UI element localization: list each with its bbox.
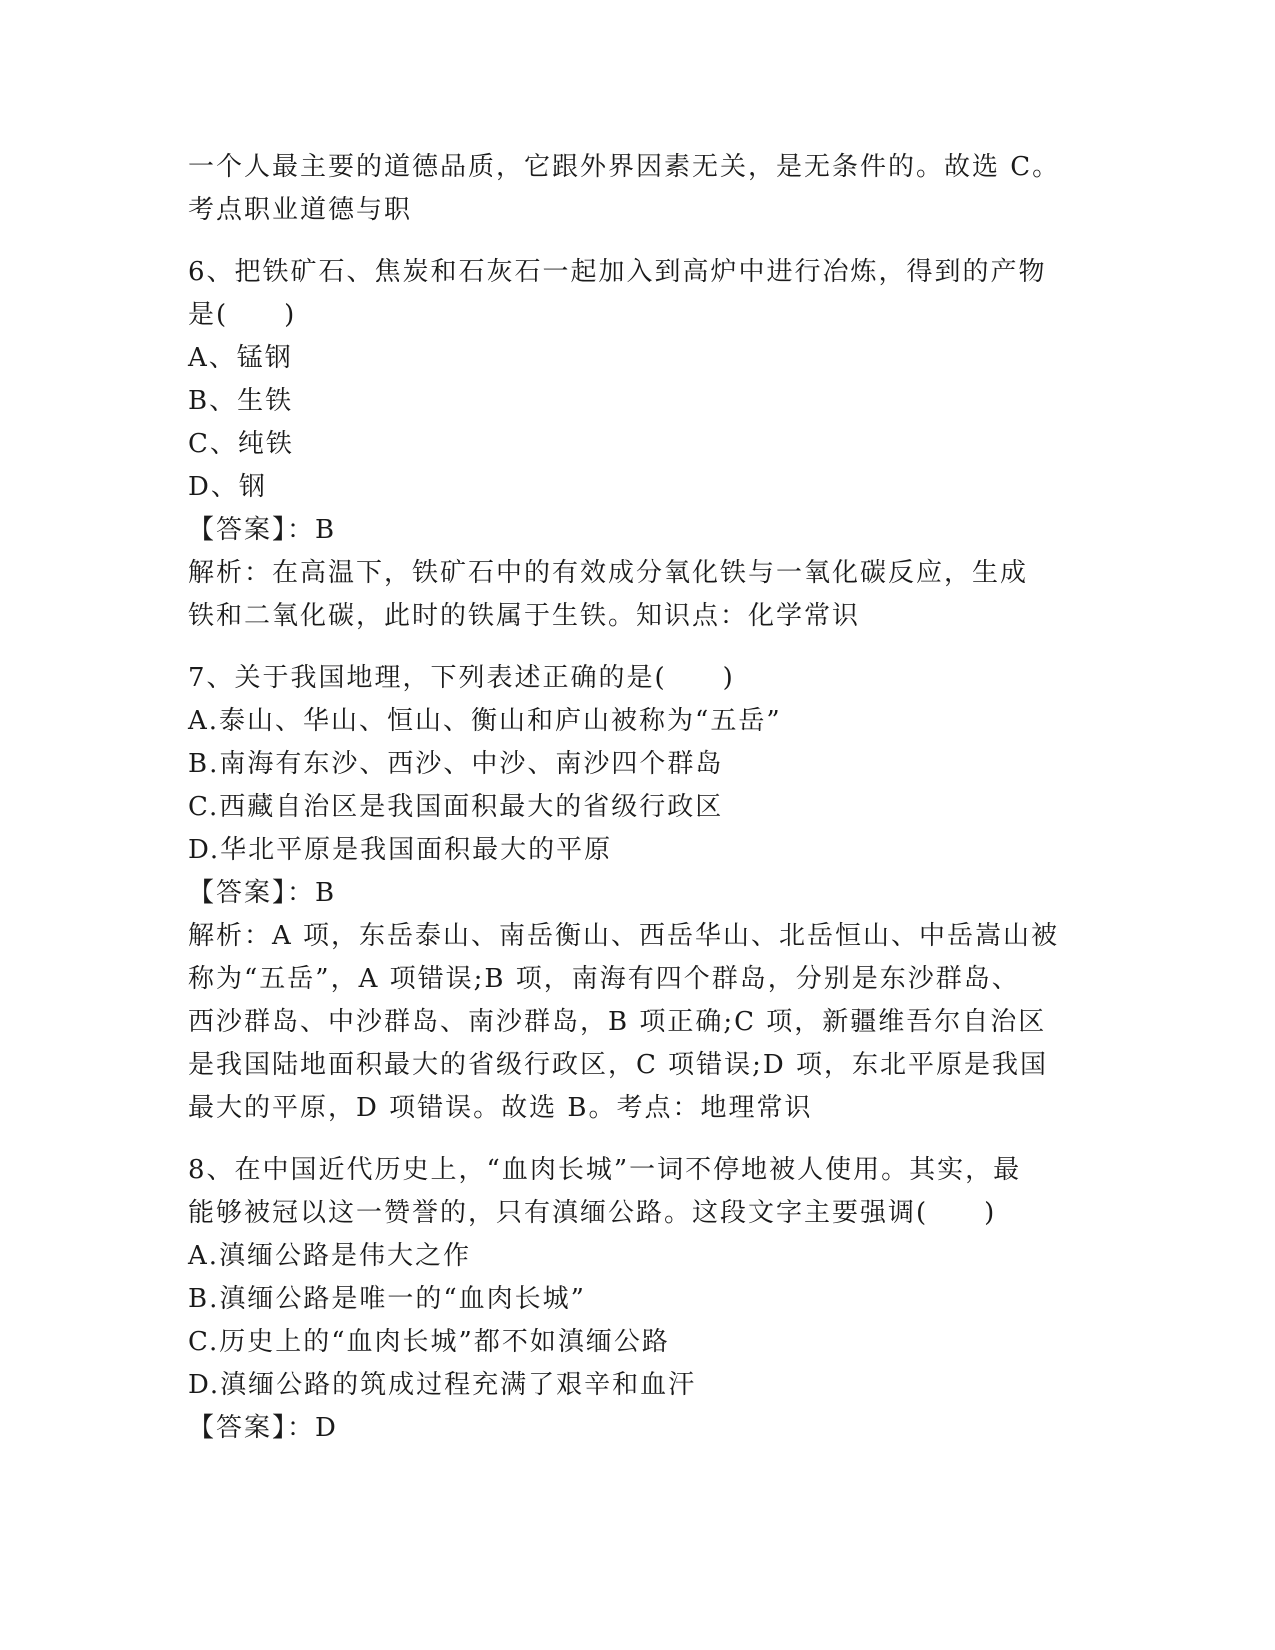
question-stem: 能够被冠以这一赞誉的，只有滇缅公路。这段文字主要强调( ) <box>188 1198 997 1228</box>
option-d: D.华北平原是我国面积最大的平原 <box>188 835 613 865</box>
option-b: B.南海有东沙、西沙、中沙、南沙四个群岛 <box>188 749 724 779</box>
option-c: C、纯铁 <box>188 429 294 459</box>
analysis-line: 西沙群岛、中沙群岛、南沙群岛，B 项正确;C 项，新疆维吾尔自治区 <box>188 1007 1047 1037</box>
continuation-block <box>188 146 1088 232</box>
document-page <box>188 146 1088 1450</box>
option-d: D.滇缅公路的筑成过程充满了艰辛和血汗 <box>188 1370 697 1400</box>
option-c: C.西藏自治区是我国面积最大的省级行政区 <box>188 792 724 822</box>
question-stem: 是( ) <box>188 300 297 330</box>
answer-line: 【答案】：D <box>188 1413 338 1443</box>
analysis-line: 铁和二氧化碳，此时的铁属于生铁。知识点：化学常识 <box>188 601 861 631</box>
answer-line: 【答案】：B <box>188 878 337 908</box>
analysis-line: 解析：在高温下，铁矿石中的有效成分氧化铁与一氧化碳反应，生成 <box>188 558 1029 588</box>
analysis-line: 解析：A 项，东岳泰山、南岳衡山、西岳华山、北岳恒山、中岳嵩山被 <box>188 921 1060 951</box>
analysis-line: 是我国陆地面积最大的省级行政区，C 项错误;D 项，东北平原是我国 <box>188 1050 1049 1080</box>
text-line: 考点职业道德与职 <box>188 195 413 225</box>
question-6 <box>188 251 1088 638</box>
text-line: 一个人最主要的道德品质，它跟外界因素无关，是无条件的。故选 C。 <box>188 152 1061 182</box>
question-stem: 8、在中国近代历史上，“血肉长城”一词不停地被人使用。其实，最 <box>188 1155 1022 1185</box>
question-stem: 7、关于我国地理，下列表述正确的是( ) <box>188 663 735 693</box>
option-b: B.滇缅公路是唯一的“血肉长城” <box>188 1284 586 1314</box>
option-a: A、锰钢 <box>188 343 293 373</box>
option-c: C.历史上的“血肉长城”都不如滇缅公路 <box>188 1327 670 1357</box>
analysis-line: 称为“五岳”，A 项错误;B 项，南海有四个群岛，分别是东沙群岛、 <box>188 964 1020 994</box>
question-stem: 6、把铁矿石、焦炭和石灰石一起加入到高炉中进行冶炼，得到的产物 <box>188 257 1047 287</box>
question-7 <box>188 657 1088 1130</box>
option-a: A.滇缅公路是伟大之作 <box>188 1241 472 1271</box>
option-b: B、生铁 <box>188 386 294 416</box>
answer-line: 【答案】：B <box>188 515 337 545</box>
analysis-line: 最大的平原，D 项错误。故选 B。考点：地理常识 <box>188 1093 813 1123</box>
option-d: D、钢 <box>188 472 267 502</box>
question-8 <box>188 1149 1088 1450</box>
option-a: A.泰山、华山、恒山、衡山和庐山被称为“五岳” <box>188 706 782 736</box>
